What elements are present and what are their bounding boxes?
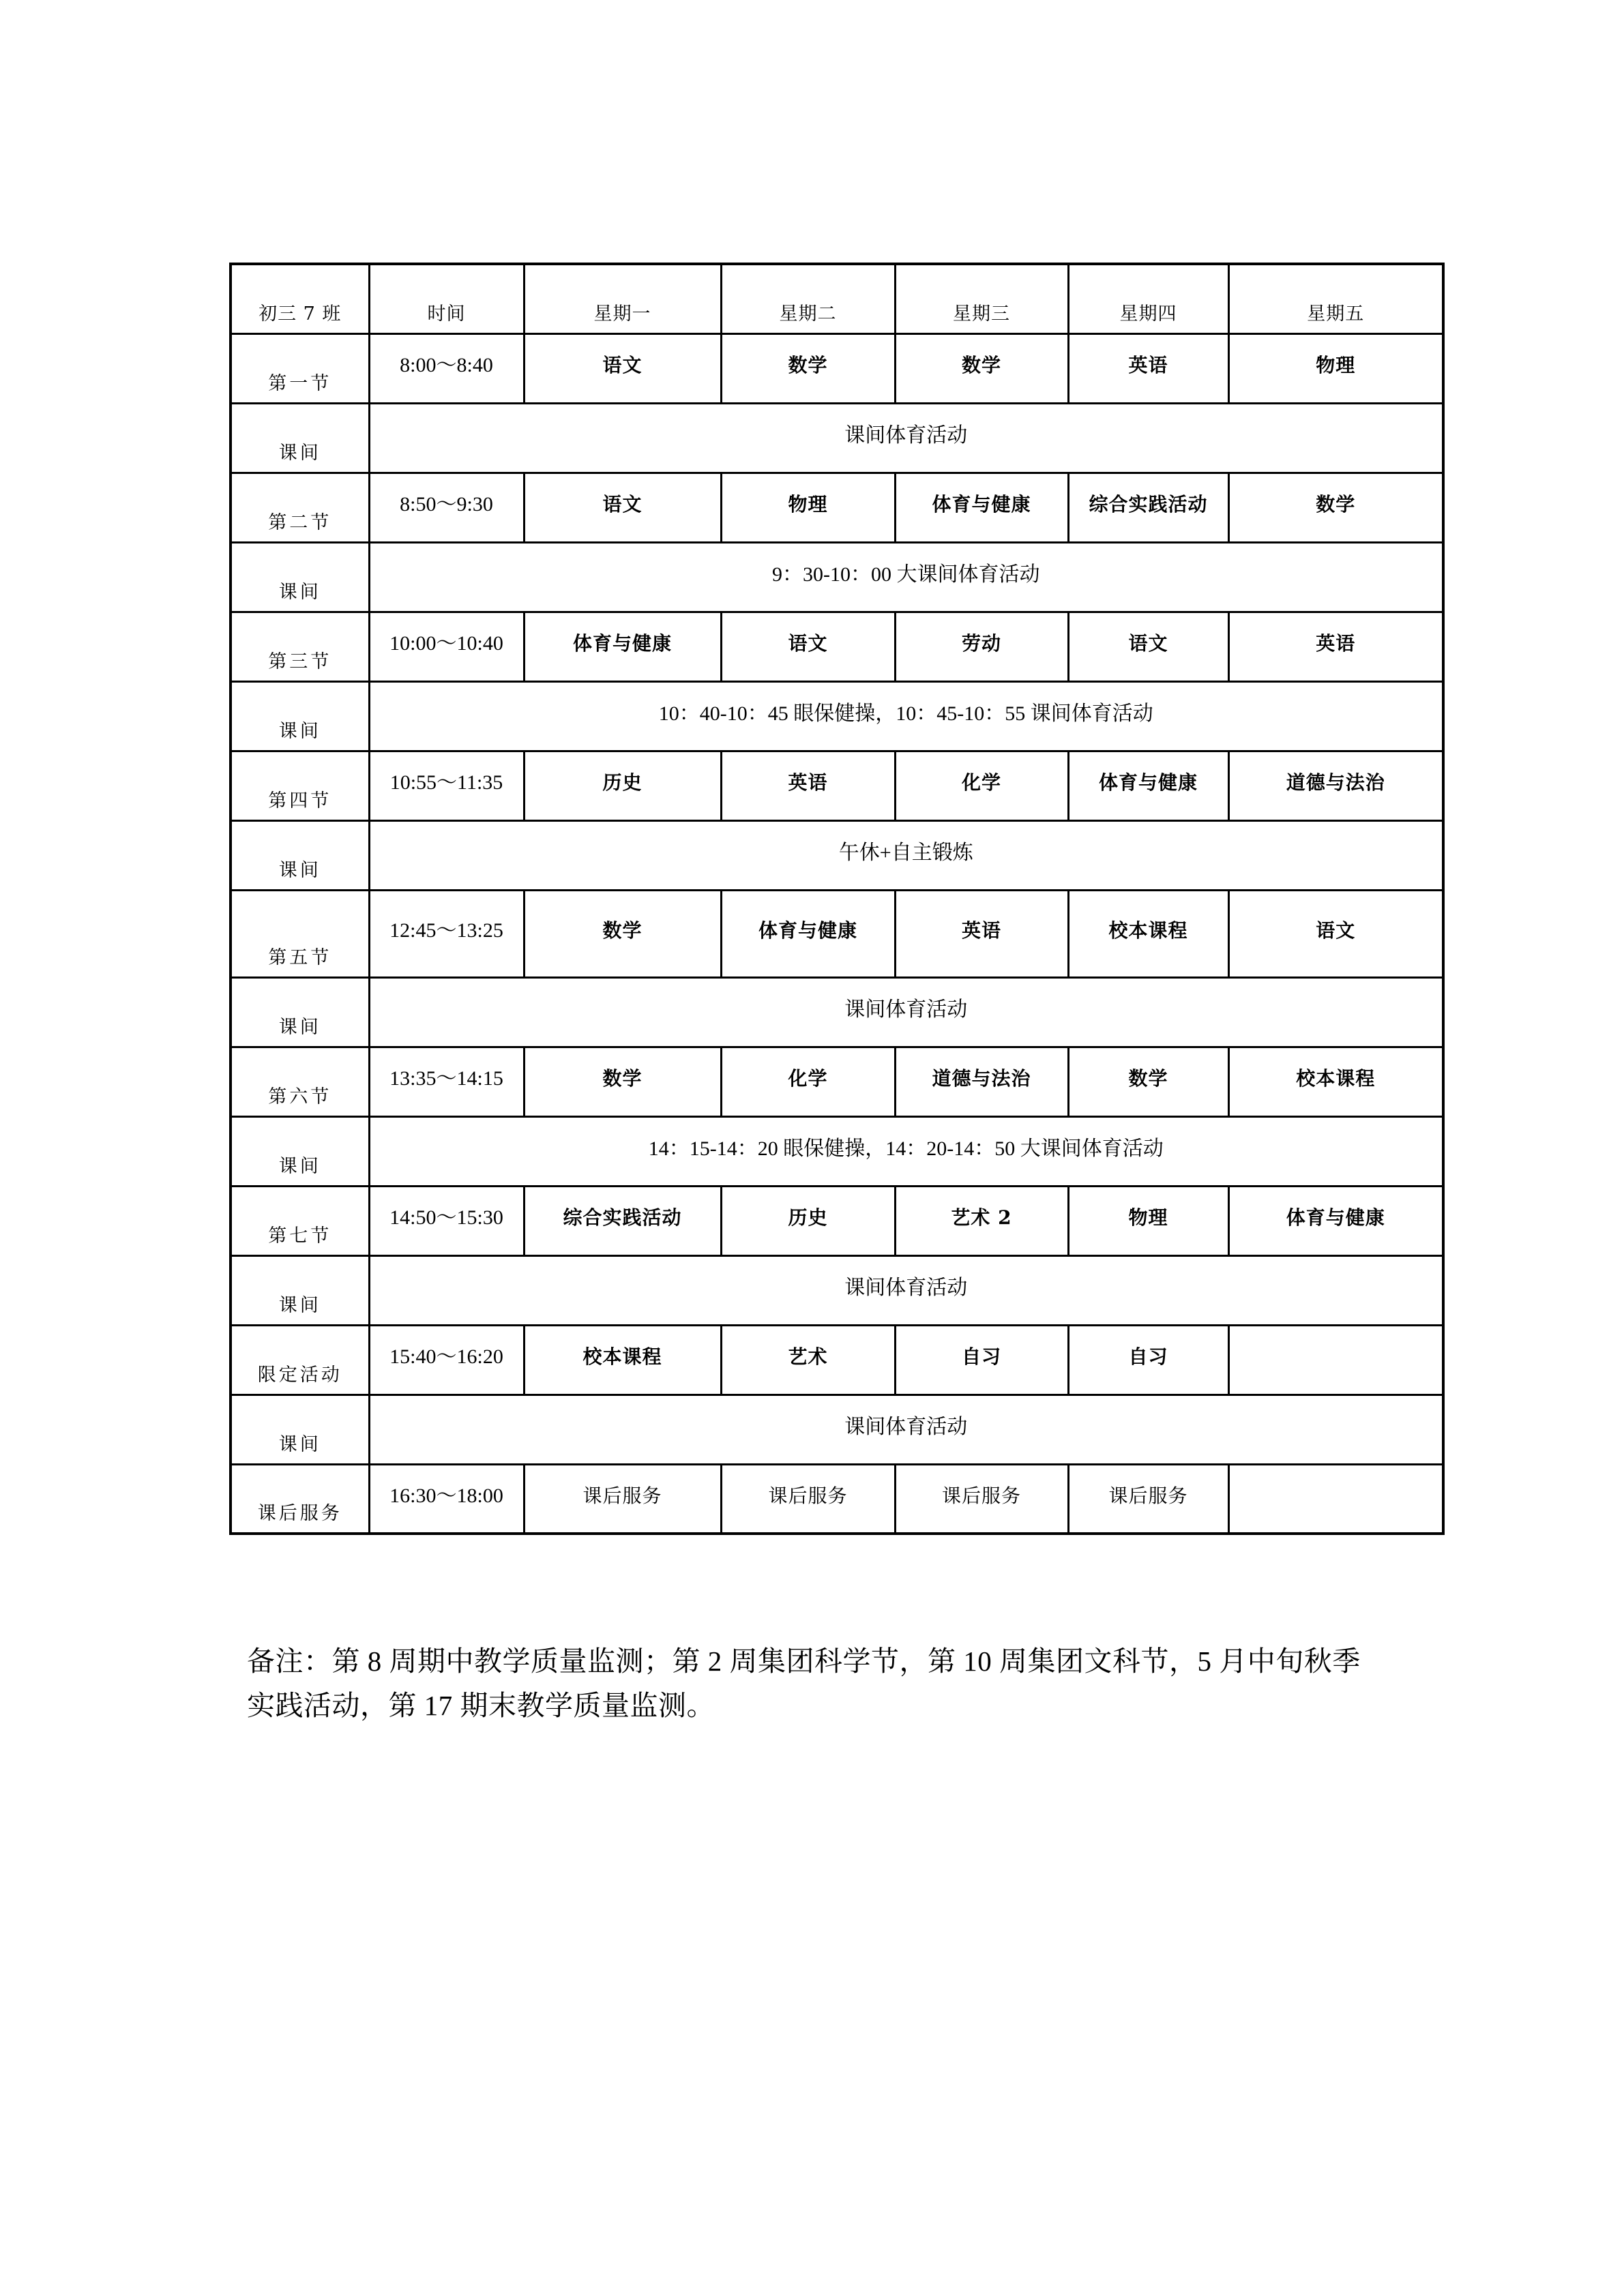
class-name-header: 初三 7 班: [231, 264, 369, 333]
period-time: 10:55～11:35: [369, 751, 524, 820]
period-row: [231, 1047, 1443, 1116]
period-label: 第五节: [231, 890, 369, 977]
period-label: 课后服务: [231, 1464, 369, 1534]
header-row: [231, 264, 1443, 333]
subject-cell: 体育与健康: [1068, 751, 1228, 820]
subject-cell-empty: [1228, 1464, 1443, 1534]
subject-cell: 体育与健康: [895, 473, 1068, 542]
subject-cell: 物理: [1228, 333, 1443, 403]
break-label: 课间: [231, 1255, 369, 1325]
break-activity: 10：40-10：45 眼保健操，10：45-10：55 课间体育活动: [369, 681, 1443, 751]
subject-cell: 课后服务: [721, 1464, 895, 1534]
period-time: 10:00～10:40: [369, 612, 524, 681]
period-time: 15:40～16:20: [369, 1325, 524, 1395]
period-label: 第一节: [231, 333, 369, 403]
break-activity: 14：15-14：20 眼保健操，14：20-14：50 大课间体育活动: [369, 1116, 1443, 1186]
subject-cell: 道德与法治: [1228, 751, 1443, 820]
break-row: [231, 977, 1443, 1047]
subject-cell: 语文: [524, 333, 721, 403]
break-row: [231, 681, 1443, 751]
subject-cell: 劳动: [895, 612, 1068, 681]
period-row: [231, 612, 1443, 681]
period-time: 12:45～13:25: [369, 890, 524, 977]
subject-cell: 历史: [721, 1186, 895, 1255]
period-time: 8:00～8:40: [369, 333, 524, 403]
break-label: 课间: [231, 1395, 369, 1464]
subject-cell: 物理: [721, 473, 895, 542]
period-row: [231, 751, 1443, 820]
period-label: 第六节: [231, 1047, 369, 1116]
subject-cell: 校本课程: [524, 1325, 721, 1395]
subject-cell: 校本课程: [1228, 1047, 1443, 1116]
subject-cell: 英语: [1228, 612, 1443, 681]
period-time: 8:50～9:30: [369, 473, 524, 542]
subject-cell: 语文: [1068, 612, 1228, 681]
subject-cell: 数学: [721, 333, 895, 403]
period-row: [231, 1325, 1443, 1395]
subject-cell: 体育与健康: [524, 612, 721, 681]
subject-cell: 道德与法治: [895, 1047, 1068, 1116]
subject-cell: 课后服务: [1068, 1464, 1228, 1534]
subject-cell: 英语: [721, 751, 895, 820]
subject-cell: 体育与健康: [721, 890, 895, 977]
break-activity: 课间体育活动: [369, 1255, 1443, 1325]
subject-cell-empty: [1228, 1325, 1443, 1395]
break-row: [231, 1116, 1443, 1186]
break-row: [231, 1255, 1443, 1325]
break-row: [231, 1395, 1443, 1464]
subject-cell: 英语: [895, 890, 1068, 977]
subject-cell: 体育与健康: [1228, 1186, 1443, 1255]
period-label: 限定活动: [231, 1325, 369, 1395]
break-label: 课间: [231, 403, 369, 473]
subject-cell: 历史: [524, 751, 721, 820]
time-header: 时间: [369, 264, 524, 333]
break-row: [231, 820, 1443, 890]
subject-cell: 综合实践活动: [524, 1186, 721, 1255]
subject-cell: 数学: [1068, 1047, 1228, 1116]
subject-cell: 语文: [524, 473, 721, 542]
remark-note: [247, 1639, 1406, 1728]
day-header-thursday: 星期四: [1068, 264, 1228, 333]
subject-cell: 数学: [524, 890, 721, 977]
subject-cell: 语文: [1228, 890, 1443, 977]
day-header-wednesday: 星期三: [895, 264, 1068, 333]
break-label: 课间: [231, 1116, 369, 1186]
period-label: 第二节: [231, 473, 369, 542]
period-row: [231, 333, 1443, 403]
period-label: 第三节: [231, 612, 369, 681]
subject-cell: 数学: [895, 333, 1068, 403]
remark-line: 实践活动，第 17 期末教学质量监测。: [247, 1690, 715, 1721]
subject-cell: 课后服务: [524, 1464, 721, 1534]
subject-cell: 英语: [1068, 333, 1228, 403]
day-header-tuesday: 星期二: [721, 264, 895, 333]
subject-cell: 语文: [721, 612, 895, 681]
subject-cell: 数学: [524, 1047, 721, 1116]
break-activity: 9：30-10：00 大课间体育活动: [369, 542, 1443, 612]
subject-cell: 艺术: [721, 1325, 895, 1395]
subject-cell: 化学: [895, 751, 1068, 820]
subject-cell: 数学: [1228, 473, 1443, 542]
class-timetable: [229, 263, 1445, 1535]
break-label: 课间: [231, 820, 369, 890]
break-activity: 课间体育活动: [369, 1395, 1443, 1464]
period-row: [231, 1186, 1443, 1255]
day-header-monday: 星期一: [524, 264, 721, 333]
day-header-friday: 星期五: [1228, 264, 1443, 333]
break-activity: 课间体育活动: [369, 403, 1443, 473]
break-row: [231, 542, 1443, 612]
period-row: [231, 1464, 1443, 1534]
break-activity: 课间体育活动: [369, 977, 1443, 1047]
remark-line: 备注：第 8 周期中教学质量监测；第 2 周集团科学节，第 10 周集团文科节，5 月中旬秋季: [247, 1645, 1361, 1677]
subject-cell: 物理: [1068, 1186, 1228, 1255]
period-time: 16:30～18:00: [369, 1464, 524, 1534]
break-label: 课间: [231, 681, 369, 751]
period-label: 第七节: [231, 1186, 369, 1255]
subject-cell: 校本课程: [1068, 890, 1228, 977]
break-activity: 午休+自主锻炼: [369, 820, 1443, 890]
subject-cell: 课后服务: [895, 1464, 1068, 1534]
period-time: 13:35～14:15: [369, 1047, 524, 1116]
subject-cell: 自习: [895, 1325, 1068, 1395]
period-time: 14:50～15:30: [369, 1186, 524, 1255]
break-label: 课间: [231, 977, 369, 1047]
subject-cell: 综合实践活动: [1068, 473, 1228, 542]
subject-cell: 化学: [721, 1047, 895, 1116]
period-row: [231, 890, 1443, 977]
period-label: 第四节: [231, 751, 369, 820]
subject-cell: 自习: [1068, 1325, 1228, 1395]
subject-cell: 艺术 2: [895, 1186, 1068, 1255]
break-label: 课间: [231, 542, 369, 612]
break-row: [231, 403, 1443, 473]
period-row: [231, 473, 1443, 542]
